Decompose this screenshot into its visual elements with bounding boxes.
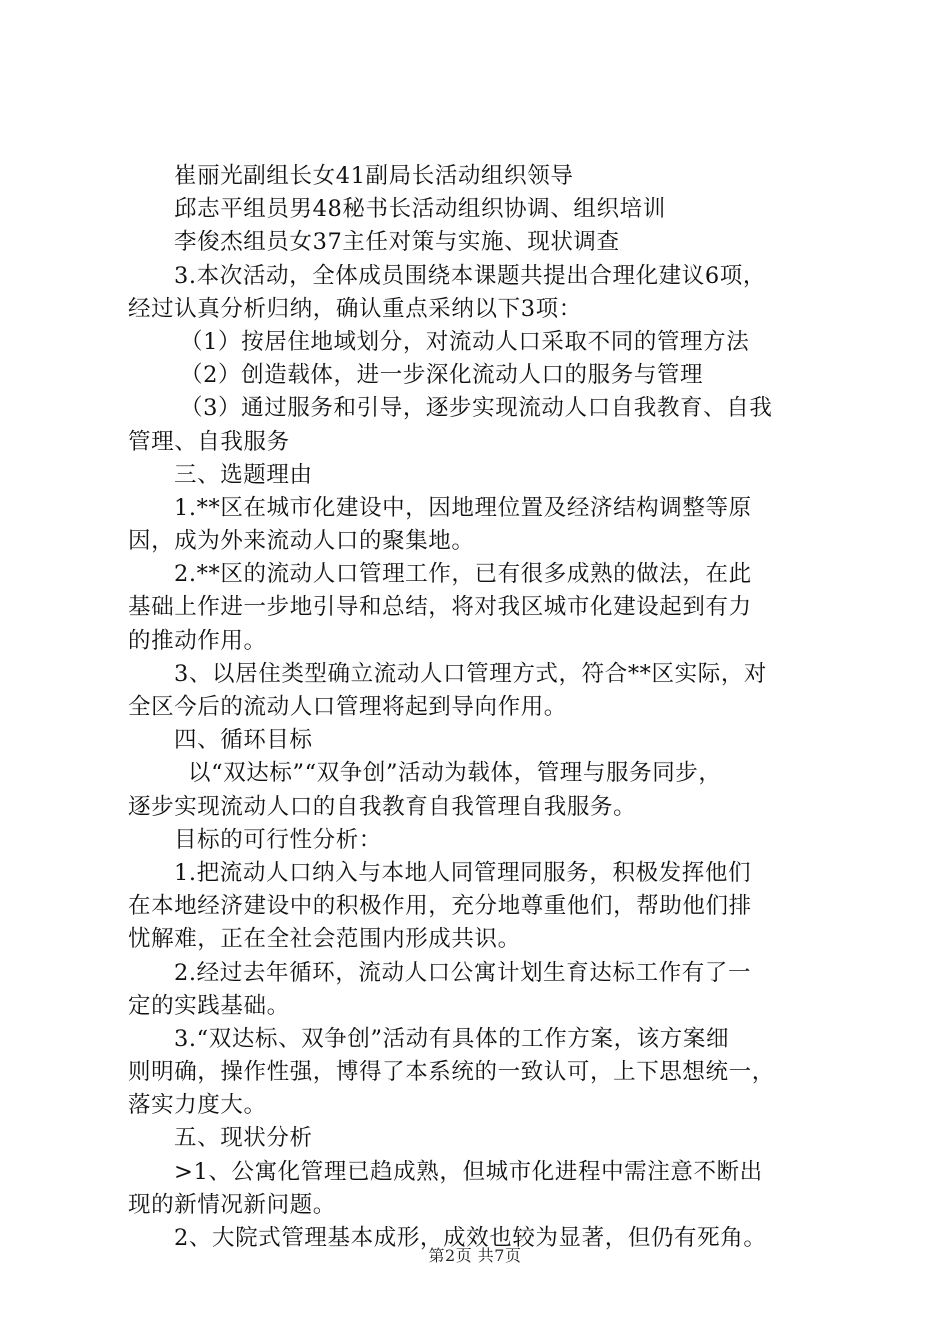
text-line: 三、选题理由 (174, 461, 313, 488)
paragraph-line (128, 857, 828, 890)
list-item (128, 359, 828, 392)
text-line: 定的实践基础。 (128, 992, 290, 1019)
text-line: 3.“双达标、双争创”活动有具体的工作方案，该方案细 (174, 1025, 730, 1052)
text-line: （1）按居住地域划分，对流动人口采取不同的管理方法 (180, 328, 750, 355)
paragraph-line (128, 791, 828, 824)
text-line: 3、以居住类型确立流动人口管理方式，符合**区实际，对 (174, 660, 768, 687)
text-line: 3.本次活动，全体成员围绕本课题共提出合理化建议6项， (174, 262, 766, 289)
list-item (128, 326, 828, 359)
text-line: 管理、自我服务 (128, 428, 290, 455)
text-line: 基础上作进一步地引导和总结，将对我区城市化建设起到有力 (128, 594, 752, 621)
text-line: 2.**区的流动人口管理工作，已有很多成熟的做法，在此 (174, 561, 752, 588)
text-line: 邱志平组员男48秘书长活动组织协调、组织培训 (174, 196, 666, 223)
text-line: 在本地经济建设中的积极作用，充分地尊重他们，帮助他们排 (128, 893, 752, 920)
paragraph-line (128, 293, 828, 326)
text-line: >1、公寓化管理已趋成熟，但城市化进程中需注意不断出 (174, 1158, 763, 1185)
paragraph-line (128, 426, 828, 459)
text-line: 忧解难，正在全社会范围内形成共识。 (128, 926, 521, 953)
text-line: （2）创造载体，进一步深化流动人口的服务与管理 (180, 362, 704, 389)
text-line: 则明确，操作性强，博得了本系统的一致认可，上下思想统一， (128, 1059, 775, 1086)
text-line: 的推动作用。 (128, 627, 267, 654)
paragraph-line (128, 923, 828, 956)
text-line: 2、大院式管理基本成形，成效也较为显著，但仍有死角。 (174, 1225, 767, 1251)
text-line: 五、现状分析 (174, 1125, 313, 1152)
paragraph-line (128, 957, 828, 990)
member-row-li (128, 226, 828, 259)
paragraph-line (128, 591, 828, 624)
text-line: 四、循环目标 (174, 727, 313, 754)
paragraph-line (128, 1056, 828, 1089)
subheading (128, 824, 828, 857)
paragraph-line (128, 558, 828, 591)
paragraph-line (128, 525, 828, 558)
paragraph-line (128, 691, 828, 724)
text-line: 崔丽光副组长女41副局长活动组织领导 (174, 163, 574, 189)
paragraph-line (128, 1089, 828, 1122)
text-line: 李俊杰组员女37主任对策与实施、现状调查 (174, 229, 620, 256)
section-heading (128, 459, 828, 492)
section-heading (128, 1122, 828, 1155)
text-line: 全区今后的流动人口管理将起到导向作用。 (128, 694, 567, 720)
page-number-label: 第2页 共7页 (428, 1246, 522, 1265)
paragraph-line (128, 757, 828, 790)
member-row-cui (128, 160, 828, 193)
text-line: 落实力度大。 (128, 1092, 267, 1119)
text-line: 1.把流动人口纳入与本地人同管理同服务，积极发挥他们 (174, 859, 752, 886)
text-line: 逐步实现流动人口的自我教育自我管理自我服务。 (128, 793, 637, 820)
paragraph-line (128, 492, 828, 525)
text-line: 现的新情况新问题。 (128, 1191, 336, 1218)
paragraph-line (128, 260, 828, 293)
text-line: （3）通过服务和引导，逐步实现流动人口自我教育、自我 (180, 395, 773, 422)
section-heading (128, 724, 828, 757)
paragraph-line (128, 1023, 828, 1056)
text-line: 以“双达标”“双争创”活动为载体，管理与服务同步， (188, 760, 722, 787)
member-row-qiu (128, 193, 828, 226)
document-body (128, 160, 828, 1255)
text-line: 因，成为外来流动人口的聚集地。 (128, 528, 475, 555)
list-item (128, 392, 828, 425)
paragraph-line (128, 625, 828, 658)
paragraph-line (128, 990, 828, 1023)
page-footer (0, 1243, 950, 1266)
text-line: 经过认真分析归纳，确认重点采纳以下3项： (128, 295, 582, 322)
paragraph-line (128, 890, 828, 923)
text-line: 目标的可行性分析： (174, 826, 382, 853)
paragraph-line (128, 1156, 828, 1189)
text-line: 1.**区在城市化建设中，因地理位置及经济结构调整等原 (174, 494, 752, 521)
paragraph-line (128, 1189, 828, 1222)
paragraph-line (128, 658, 828, 691)
text-line: 2.经过去年循环，流动人口公寓计划生育达标工作有了一 (174, 959, 752, 986)
